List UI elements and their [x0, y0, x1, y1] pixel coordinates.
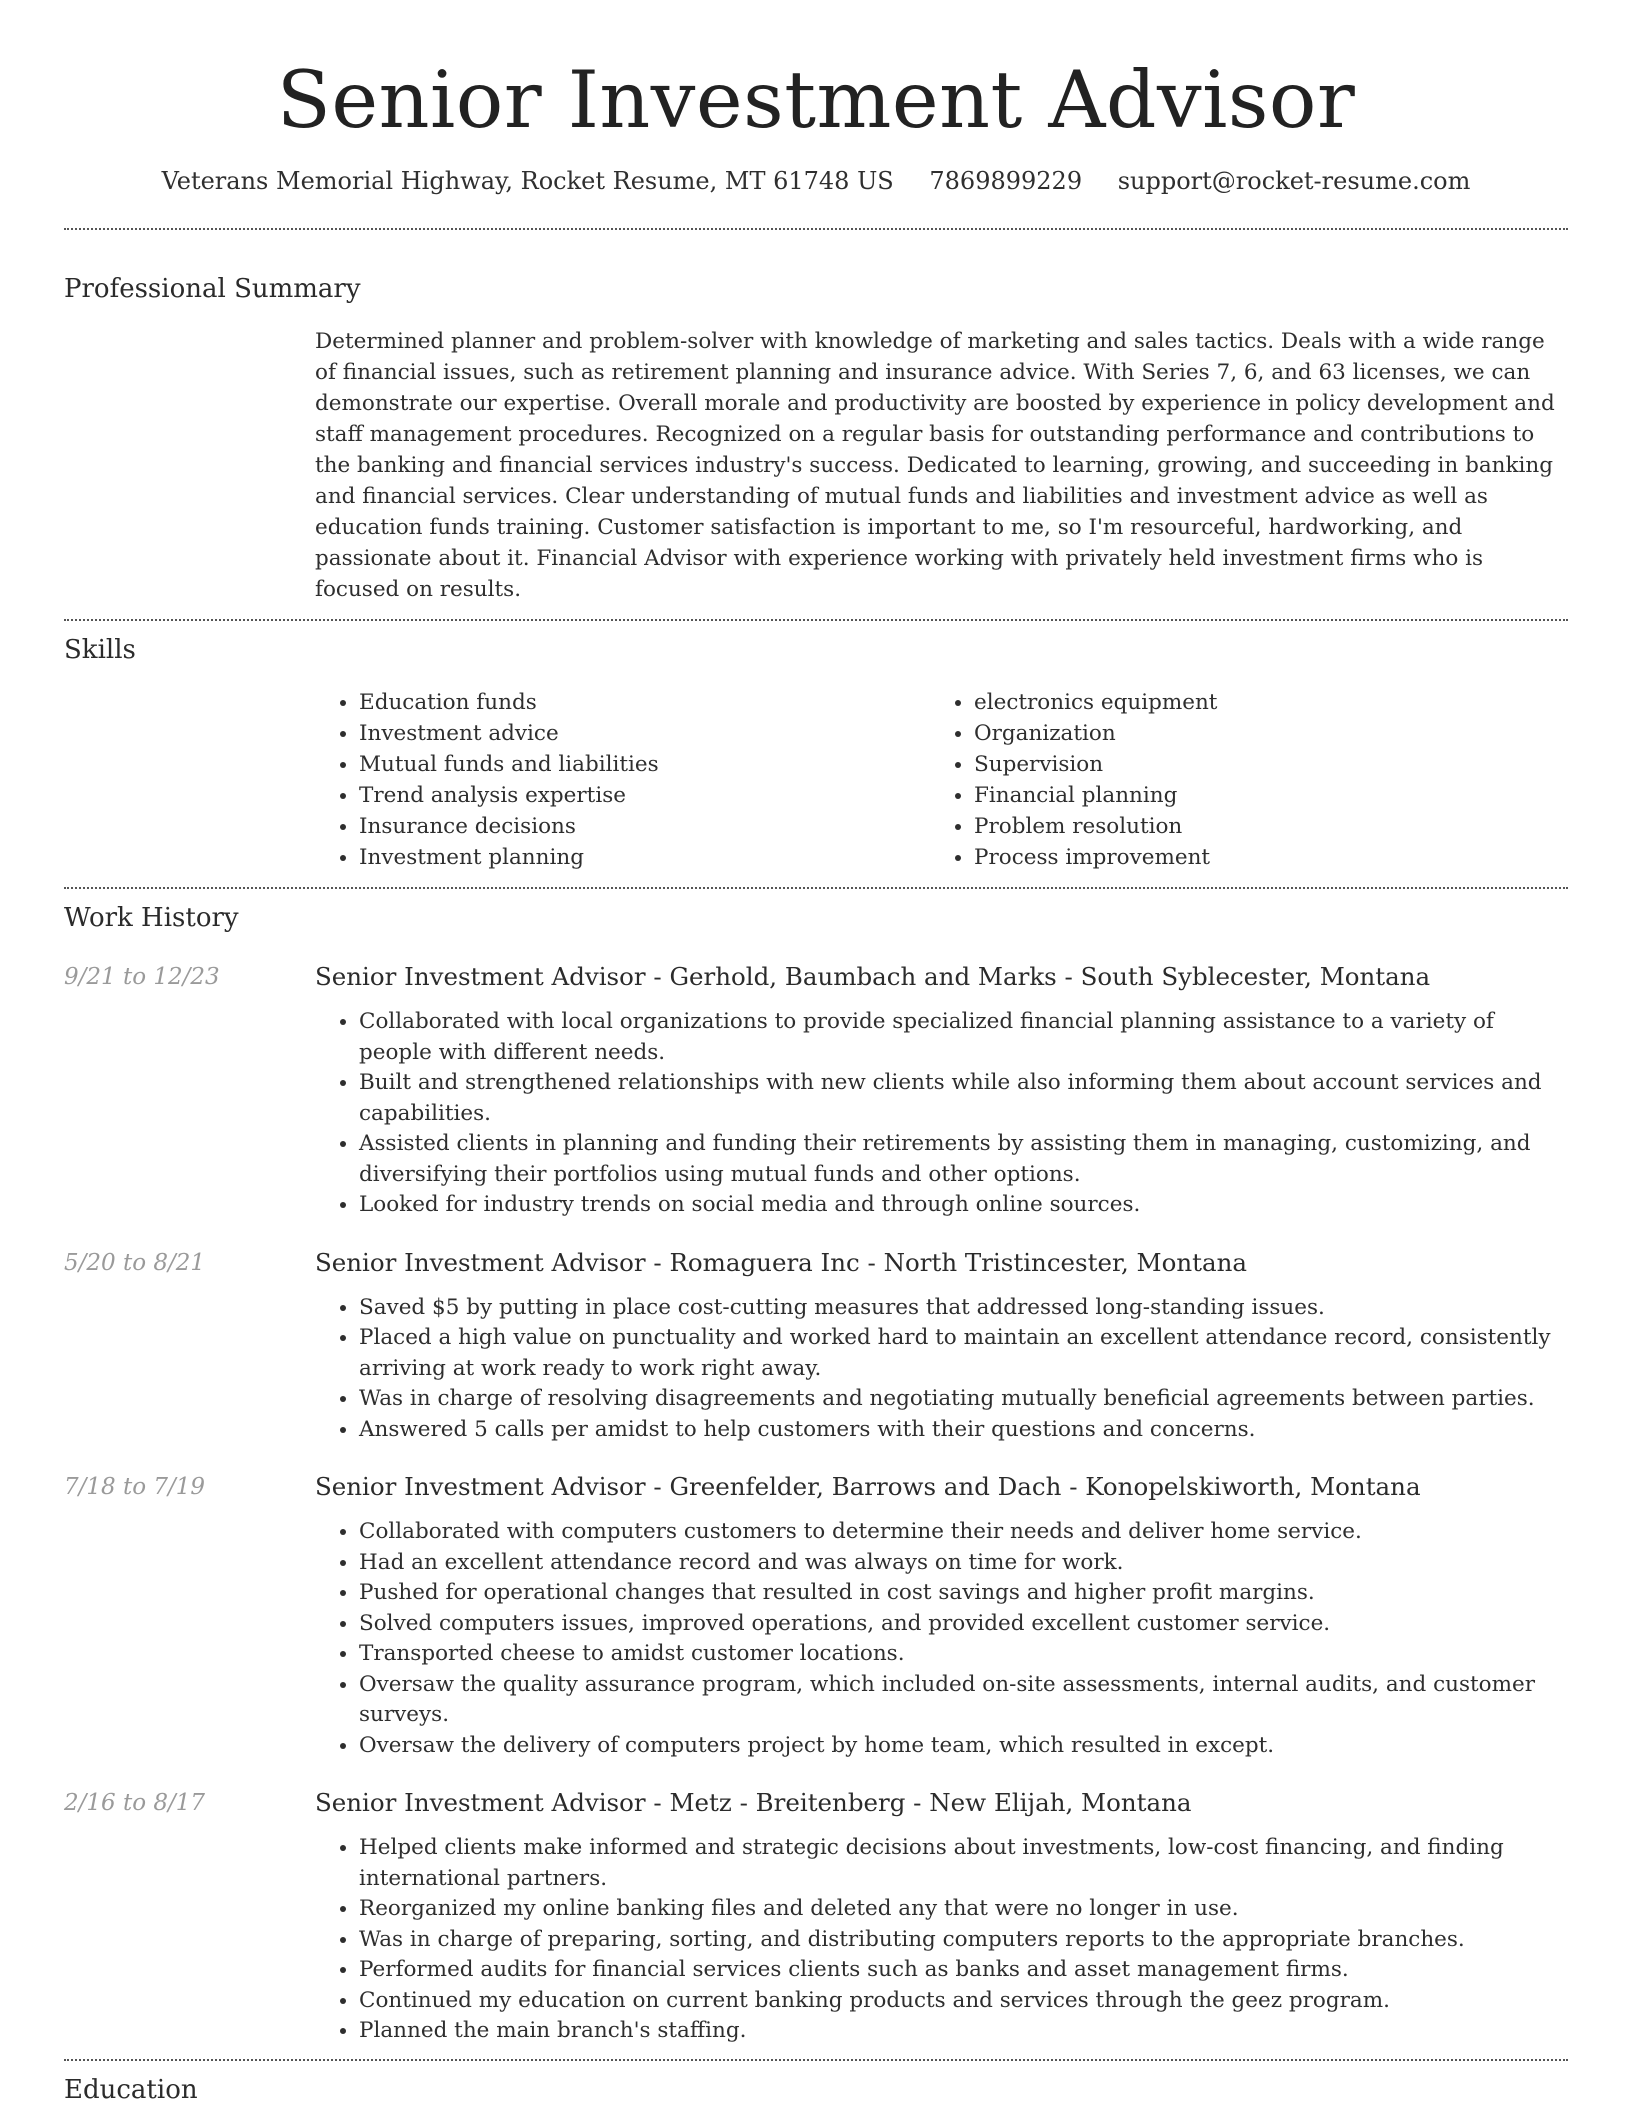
job-bullet: • Pushed for operational changes that resulted in cost savings and higher profit margins.: [359, 1578, 1568, 1609]
skills-columns: [315, 687, 1568, 873]
job-title: Senior Investment Advisor - Greenfelder, Barrows and Dach - Konopelskiworth, Montana: [315, 1472, 1421, 1501]
skill-item: • Education funds: [359, 687, 930, 718]
skill-item: • Investment advice: [359, 718, 930, 749]
section-title-summary: Professional Summary: [64, 274, 361, 304]
job-title: Senior Investment Advisor - Romaguera Inc - North Tristincester, Montana: [315, 1247, 1248, 1277]
job-bullets: [315, 1833, 1568, 2047]
job-entry: [64, 1247, 1568, 1446]
job-bullet: • Placed a high value on punctuality and worked hard to maintain an excellent attendance record, consistently arriving at work ready to work right away.: [359, 1323, 1568, 1384]
job-bullet: • Was in charge of resolving disagreements and negotiating mutually beneficial agreements between parties.: [359, 1384, 1568, 1415]
section-title-skills: Skills: [64, 635, 136, 665]
skill-item: • electronics equipment: [974, 687, 1545, 718]
job-bullet: • Looked for industry trends on social media and through online sources.: [359, 1190, 1568, 1221]
job-bullet: • Collaborated with computers customers to determine their needs and deliver home service.: [359, 1517, 1568, 1548]
job-bullet: • Continued my education on current banking products and services through the geez program.: [359, 1986, 1568, 2017]
job-bullet: • Oversaw the delivery of computers project by home team, which resulted in except.: [359, 1731, 1568, 1762]
summary-text: Determined planner and problem-solver with knowledge of marketing and sales tactics. Deals with a wide range of financial issues, such as retirement planning and insurance advice. With Series 7, 6, and 63 licenses, we can demonstrate our expertise. Overall morale and productivity are boosted by experience in policy development and staff management procedures. Recognized on a regular basis for outstanding performance and contributions to the banking and financial services industry's success. Dedicated to learning, growing, and succeeding in banking and financial services. Clear understanding of mutual funds and liabilities and investment advice as well as education funds training. Customer satisfaction is important to me, so I'm resourceful, hardworking, and passionate about it. Financial Advisor with experience working with privately held investment firms who is focused on results.: [315, 329, 1555, 602]
job-bullet: • Solved computers issues, improved operations, and provided excellent customer service.: [359, 1609, 1568, 1640]
job-entry: [64, 1471, 1568, 1761]
job-title: Senior Investment Advisor - Metz - Breitenberg - New Elijah, Montana: [315, 1788, 1192, 1817]
job-bullet: • Built and strengthened relationships with new clients while also informing them about account services and capabilities.: [359, 1068, 1568, 1129]
contact-phone: 7869899229: [929, 167, 1083, 195]
section-title-education: Education: [64, 2074, 198, 2105]
skills-list-right: [930, 687, 1545, 873]
job-bullet: • Planned the main branch's staffing.: [359, 2016, 1568, 2047]
skill-item: • Process improvement: [974, 842, 1545, 873]
contact-address: Veterans Memorial Highway, Rocket Resume, MT 61748 US: [161, 167, 894, 195]
skill-item: • Financial planning: [974, 780, 1545, 811]
job-bullet: • Collaborated with local organizations to provide specialized financial planning assistance to a variety of people with different needs.: [359, 1007, 1568, 1068]
contact-line: [64, 164, 1568, 198]
job-bullet: • Transported cheese to amidst customer locations.: [359, 1639, 1568, 1670]
job-bullet: • Oversaw the quality assurance program, which included on-site assessments, internal audits, and customer surveys.: [359, 1670, 1568, 1731]
education-section: [64, 2061, 1568, 2107]
job-body: [315, 1787, 1568, 2047]
job-bullet: • Performed audits for financial services clients such as banks and asset management firms.: [359, 1955, 1568, 1986]
skill-item: • Trend analysis expertise: [359, 780, 930, 811]
spacer: [64, 2047, 1568, 2059]
job-entry: [64, 961, 1568, 1221]
job-entry: [64, 1787, 1568, 2047]
job-bullets: [315, 1293, 1568, 1446]
job-title: Senior Investment Advisor - Gerhold, Baumbach and Marks - South Syblecester, Montana: [315, 962, 1431, 991]
job-dates: 7/18 to 7/19: [64, 1474, 206, 1500]
candidate-name: Senior Investment Advisor: [276, 54, 1356, 146]
skill-item: • Mutual funds and liabilities: [359, 749, 930, 780]
job-bullet: • Assisted clients in planning and funding their retirements by assisting them in managing, customizing, and diversifying their portfolios using mutual funds and other options.: [359, 1129, 1568, 1190]
job-bullets: [315, 1517, 1568, 1761]
skill-item: • Organization: [974, 718, 1545, 749]
skills-list-left: [315, 687, 930, 873]
skills-section: [64, 621, 1568, 887]
skill-item: • Supervision: [974, 749, 1545, 780]
job-body: [315, 961, 1568, 1221]
job-body: [315, 1471, 1568, 1761]
job-dates: 9/21 to 12/23: [64, 964, 220, 990]
job-dates: 2/16 to 8/17: [64, 1790, 206, 1816]
job-bullet: • Saved $5 by putting in place cost-cutting measures that addressed long-standing issues.: [359, 1293, 1568, 1324]
skill-item: • Investment planning: [359, 842, 930, 873]
job-dates: 5/20 to 8/21: [64, 1249, 206, 1276]
job-bullet: • Answered 5 calls per amidst to help customers with their questions and concerns.: [359, 1415, 1568, 1446]
job-bullet: • Helped clients make informed and strategic decisions about investments, low-cost financing, and finding international partners.: [359, 1833, 1568, 1894]
professional-summary-section: [64, 230, 1568, 619]
job-body: [315, 1247, 1568, 1446]
job-bullet: • Reorganized my online banking files and deleted any that were no longer in use.: [359, 1894, 1568, 1925]
skill-item: • Problem resolution: [974, 811, 1545, 842]
section-title-work: Work History: [64, 903, 239, 933]
job-bullets: [315, 1007, 1568, 1221]
contact-email: support@rocket-resume.com: [1117, 167, 1471, 195]
job-bullet: • Had an excellent attendance record and was always on time for work.: [359, 1548, 1568, 1579]
job-bullet: • Was in charge of preparing, sorting, and distributing computers reports to the appropriate branches.: [359, 1925, 1568, 1956]
resume-header: [64, 0, 1568, 198]
work-history-section: [64, 889, 1568, 2059]
skill-item: • Insurance decisions: [359, 811, 930, 842]
